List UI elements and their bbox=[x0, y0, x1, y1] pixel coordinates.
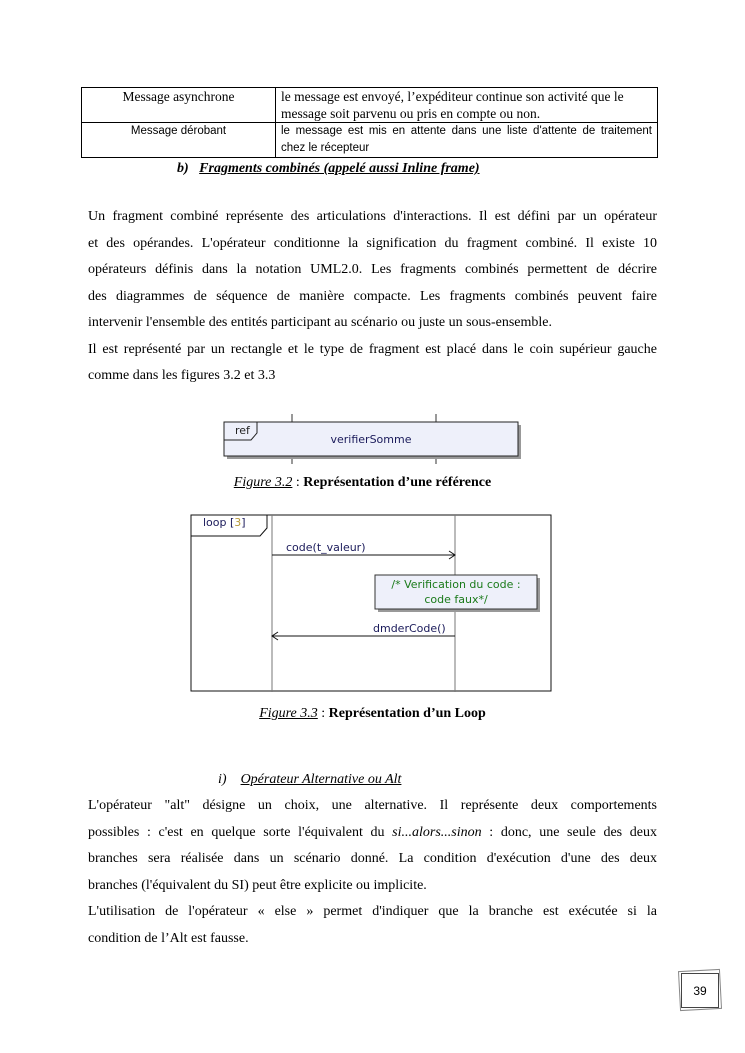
note-line: /* Verification du code : bbox=[391, 578, 521, 591]
text-line: L'opérateur "alt" désigne un choix, une alternative. Il représente deux comportements bbox=[88, 798, 657, 813]
page-number: 39 bbox=[681, 973, 719, 1008]
text-line: opérateurs définis dans la notation UML2.0. Les fragments combinés permettent de décrire bbox=[88, 262, 657, 277]
table-cell-definition: le message est mis en attente dans une liste d'attente de traitement chez le récepteur bbox=[276, 123, 658, 158]
note-text bbox=[375, 577, 537, 607]
figure-3-3-caption bbox=[88, 706, 657, 722]
table-cell-definition: le message est envoyé, l’expéditeur continue son activité que le message soit parvenu ou pris en compte ou non. bbox=[276, 88, 658, 123]
text-line: branches (l'équivalent du SI) peut être explicite ou implicite. bbox=[88, 877, 427, 893]
paragraph-alt bbox=[88, 793, 657, 952]
ref-label: verifierSomme bbox=[330, 433, 412, 446]
text-segment: : donc, une seule des deux bbox=[481, 824, 657, 840]
message-code-label: code(t_valeur) bbox=[286, 541, 366, 554]
caption-separator: : bbox=[317, 706, 329, 721]
table-row bbox=[82, 123, 658, 158]
caption-separator: : bbox=[292, 475, 304, 490]
text-line: comme dans les figures 3.2 et 3.3 bbox=[88, 368, 276, 383]
note-line: code faux*/ bbox=[424, 593, 488, 606]
section-title: Opérateur Alternative ou Alt bbox=[240, 772, 402, 787]
text-line: condition de l’Alt est fausse. bbox=[88, 930, 249, 946]
operator-label: loop bbox=[203, 516, 227, 529]
loop-guard: 3 bbox=[234, 516, 242, 529]
table-cell-term: Message asynchrone bbox=[82, 88, 276, 123]
text-line: et des opérandes. L'opérateur conditionne la signification du fragment combiné. Il existe 10 bbox=[88, 235, 657, 251]
caption-title: Représentation d’une référence bbox=[303, 475, 492, 490]
text-line: des diagrammes de séquence de manière compacte. Les fragments combinés peuvent faire bbox=[88, 288, 657, 304]
text-line bbox=[88, 820, 657, 847]
guard-bracket: ] bbox=[241, 516, 246, 529]
caption-number: Figure 3.3 bbox=[259, 706, 318, 721]
text-line: Un fragment combiné représente des articulations d'interactions. Il est défini par un opérateur bbox=[88, 209, 657, 224]
guard-bracket: [ bbox=[226, 516, 235, 529]
italic-term: si...alors...sinon bbox=[392, 824, 482, 840]
table-cell-term: Message dérobant bbox=[82, 123, 276, 158]
text-line: Il est représenté par un rectangle et le type de fragment est placé dans le coin supérieur gauche bbox=[88, 341, 657, 357]
paragraph-fragments bbox=[88, 204, 657, 390]
section-number: b) bbox=[177, 161, 189, 176]
loop-operator bbox=[203, 516, 246, 529]
text-line: branches sera réalisée dans un scénario donné. La condition d'exécution d'une des deux bbox=[88, 851, 657, 866]
section-number: i) bbox=[218, 772, 227, 787]
text-segment: possibles : c'est en quelque sorte l'équivalent du bbox=[88, 824, 393, 840]
text-line: L'utilisation de l'opérateur « else » permet d'indiquer que la branche est exécutée si la bbox=[88, 904, 657, 919]
section-heading-i bbox=[218, 772, 401, 788]
figure-3-2-caption bbox=[88, 475, 637, 491]
message-dmder-label: dmderCode() bbox=[373, 622, 446, 635]
message-types-table bbox=[81, 87, 658, 158]
text-line: intervenir l'ensemble des entités participant au scénario ou juste un sous-ensemble. bbox=[88, 315, 552, 330]
caption-number: Figure 3.2 bbox=[233, 475, 293, 490]
caption-title: Représentation d’un Loop bbox=[328, 706, 486, 721]
section-title: Fragments combinés (appelé aussi Inline frame) bbox=[199, 161, 480, 176]
table-row bbox=[82, 88, 658, 123]
ref-operator: ref bbox=[235, 424, 250, 437]
section-heading-b bbox=[177, 161, 480, 177]
